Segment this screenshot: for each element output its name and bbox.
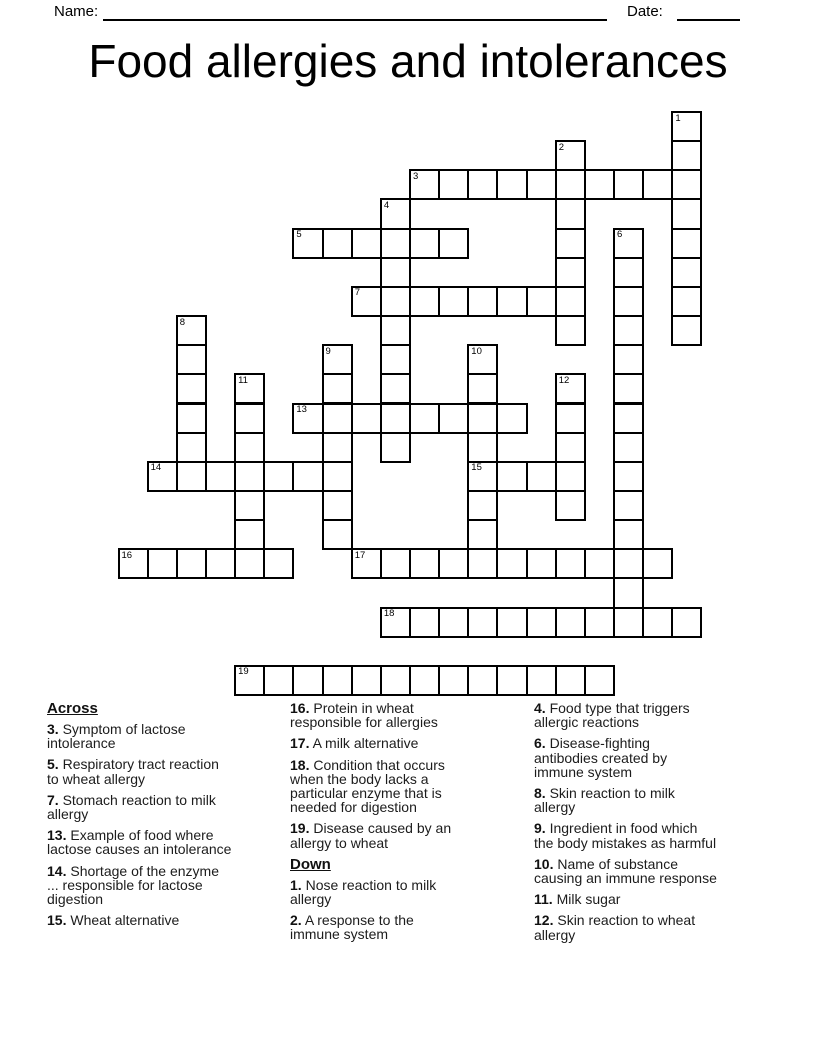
clue-number: 13. bbox=[47, 827, 67, 844]
grid-cell[interactable] bbox=[555, 432, 586, 463]
clue-number: 10 bbox=[471, 345, 482, 357]
grid-cell[interactable] bbox=[263, 665, 294, 696]
grid-cell[interactable] bbox=[380, 548, 411, 579]
grid-cell[interactable] bbox=[555, 403, 586, 434]
grid-cell[interactable] bbox=[555, 548, 586, 579]
clue-item bbox=[534, 857, 718, 885]
grid-cell[interactable] bbox=[555, 257, 586, 288]
clue-item bbox=[534, 701, 718, 729]
grid-cell[interactable] bbox=[555, 286, 586, 317]
grid-cell[interactable] bbox=[234, 461, 265, 492]
grid-cell[interactable] bbox=[613, 461, 644, 492]
grid-cell[interactable] bbox=[234, 432, 265, 463]
grid-cell[interactable] bbox=[613, 286, 644, 317]
grid-cell[interactable] bbox=[613, 403, 644, 434]
across-heading: Across bbox=[47, 700, 98, 717]
clue-number: 14. bbox=[47, 862, 67, 879]
clue-text: Skin reaction to wheat allergy bbox=[534, 912, 696, 943]
clue-text: A milk alternative bbox=[312, 735, 419, 752]
grid-cell[interactable] bbox=[409, 607, 440, 638]
grid-cell[interactable] bbox=[292, 665, 323, 696]
clue-text: Food type that triggers allergic reactions bbox=[534, 700, 690, 731]
grid-cell[interactable] bbox=[322, 228, 353, 259]
grid-cell[interactable] bbox=[671, 228, 702, 259]
grid-cell[interactable] bbox=[496, 548, 527, 579]
grid-cell[interactable] bbox=[671, 315, 702, 346]
clue-text: Protein in wheat responsible for allergies bbox=[290, 700, 438, 731]
grid-cell[interactable] bbox=[467, 519, 498, 550]
clue-number: 9. bbox=[534, 820, 546, 837]
grid-cell[interactable] bbox=[613, 344, 644, 375]
grid-cell[interactable] bbox=[438, 607, 469, 638]
grid-cell[interactable] bbox=[584, 665, 615, 696]
clue-number: 11 bbox=[238, 374, 248, 386]
grid-cell[interactable] bbox=[671, 111, 702, 142]
clue-text: Stomach reaction to milk allergy bbox=[47, 791, 216, 823]
grid-cell[interactable] bbox=[322, 432, 353, 463]
clues-column-3 bbox=[534, 701, 718, 949]
grid-cell[interactable] bbox=[613, 315, 644, 346]
grid-cell[interactable] bbox=[467, 461, 498, 492]
grid-cell[interactable] bbox=[176, 461, 207, 492]
grid-cell[interactable] bbox=[642, 548, 673, 579]
clue-text: Symptom of lactose intolerance bbox=[47, 721, 186, 752]
grid-cell[interactable] bbox=[613, 373, 644, 404]
grid-cell[interactable] bbox=[147, 548, 178, 579]
grid-cell[interactable] bbox=[496, 286, 527, 317]
grid-cell[interactable] bbox=[292, 461, 323, 492]
grid-cell[interactable] bbox=[671, 286, 702, 317]
clue-number: 5. bbox=[47, 756, 59, 773]
grid-cell[interactable] bbox=[526, 461, 557, 492]
grid-cell[interactable] bbox=[526, 665, 557, 696]
grid-cell[interactable] bbox=[322, 373, 353, 404]
grid-cell[interactable] bbox=[409, 169, 440, 200]
grid-cell[interactable] bbox=[496, 665, 527, 696]
clue-number: 19. bbox=[290, 820, 310, 837]
clue-item bbox=[534, 821, 718, 849]
grid-cell[interactable] bbox=[555, 607, 586, 638]
grid-cell[interactable] bbox=[234, 490, 265, 521]
clue-number: 3. bbox=[47, 721, 59, 737]
grid-cell[interactable] bbox=[322, 490, 353, 521]
grid-cell[interactable] bbox=[380, 257, 411, 288]
grid-cell[interactable] bbox=[176, 548, 207, 579]
grid-cell[interactable] bbox=[555, 490, 586, 521]
grid-cell[interactable] bbox=[380, 665, 411, 696]
clue-item bbox=[47, 828, 233, 856]
clue-text: Respiratory tract reaction to wheat allergy bbox=[47, 756, 219, 787]
clue-number: 4 bbox=[383, 199, 390, 211]
clue-number: 12. bbox=[534, 912, 554, 929]
grid-cell[interactable] bbox=[613, 519, 644, 550]
grid-cell[interactable] bbox=[409, 665, 440, 696]
grid-cell[interactable] bbox=[380, 286, 411, 317]
grid-cell[interactable] bbox=[118, 548, 149, 579]
clue-text: Milk sugar bbox=[556, 891, 621, 908]
grid-cell[interactable] bbox=[322, 344, 353, 375]
grid-cell[interactable] bbox=[467, 169, 498, 200]
grid-cell[interactable] bbox=[555, 228, 586, 259]
grid-cell[interactable] bbox=[555, 665, 586, 696]
grid-cell[interactable] bbox=[671, 140, 702, 171]
clue-text: Shortage of the enzyme ... responsible for lactose digestion bbox=[47, 862, 220, 908]
clue-text: Nose reaction to milk allergy bbox=[290, 876, 437, 908]
grid-cell[interactable] bbox=[380, 198, 411, 229]
grid-cell[interactable] bbox=[496, 461, 527, 492]
grid-cell[interactable] bbox=[467, 665, 498, 696]
clue-text: Condition that occurs when the body lacks a particular enzyme that is needed for digestion bbox=[290, 756, 445, 816]
grid-cell[interactable] bbox=[584, 169, 615, 200]
grid-cell[interactable] bbox=[176, 315, 207, 346]
clue-item bbox=[290, 701, 453, 729]
grid-cell[interactable] bbox=[671, 257, 702, 288]
clue-text: Disease-fighting antibodies created by immune system bbox=[534, 735, 668, 780]
grid-cell[interactable] bbox=[205, 548, 236, 579]
clue-number: 8 bbox=[179, 316, 186, 328]
clue-item bbox=[290, 758, 453, 815]
grid-cell[interactable] bbox=[176, 432, 207, 463]
clue-number: 16. bbox=[290, 700, 310, 716]
grid-cell[interactable] bbox=[205, 461, 236, 492]
clue-number: 14 bbox=[150, 462, 162, 474]
grid-cell[interactable] bbox=[467, 286, 498, 317]
grid-cell[interactable] bbox=[438, 286, 469, 317]
clue-item bbox=[534, 736, 718, 779]
grid-cell[interactable] bbox=[380, 228, 411, 259]
clue-number: 7 bbox=[354, 287, 360, 299]
clue-text: Skin reaction to milk allergy bbox=[534, 785, 675, 816]
grid-cell[interactable] bbox=[526, 548, 557, 579]
clue-number: 5 bbox=[296, 229, 302, 241]
grid-cell[interactable] bbox=[467, 344, 498, 375]
clue-number: 6. bbox=[534, 735, 546, 752]
grid-cell[interactable] bbox=[292, 403, 323, 434]
clue-number: 9 bbox=[325, 345, 331, 357]
clues-column-1 bbox=[47, 701, 233, 934]
grid-cell[interactable] bbox=[671, 198, 702, 229]
clue-item bbox=[290, 736, 453, 750]
clue-number: 3 bbox=[413, 170, 419, 182]
grid-cell[interactable] bbox=[380, 373, 411, 404]
grid-cell[interactable] bbox=[322, 461, 353, 492]
clue-item bbox=[47, 793, 233, 821]
grid-cell[interactable] bbox=[147, 461, 178, 492]
grid-cell[interactable] bbox=[438, 548, 469, 579]
down-heading: Down bbox=[290, 855, 331, 873]
grid-cell[interactable] bbox=[496, 607, 527, 638]
grid-cell[interactable] bbox=[496, 169, 527, 200]
clue-text: Disease caused by an allergy to wheat bbox=[290, 820, 452, 851]
grid-cell[interactable] bbox=[438, 403, 469, 434]
clue-number: 15 bbox=[471, 462, 482, 474]
clue-number: 19 bbox=[238, 666, 249, 678]
clue-number: 11. bbox=[534, 891, 553, 908]
grid-cell[interactable] bbox=[642, 169, 673, 200]
clue-number: 17 bbox=[354, 549, 366, 561]
grid-cell[interactable] bbox=[234, 373, 265, 404]
grid-cell[interactable] bbox=[526, 607, 557, 638]
clue-text: Example of food where lactose causes an intolerance bbox=[47, 827, 232, 858]
grid-cell[interactable] bbox=[671, 169, 702, 200]
grid-cell[interactable] bbox=[409, 228, 440, 259]
grid-cell[interactable] bbox=[613, 257, 644, 288]
clue-item bbox=[534, 913, 718, 941]
grid-cell[interactable] bbox=[467, 548, 498, 579]
clue-number: 17. bbox=[290, 735, 310, 752]
grid-cell[interactable] bbox=[584, 607, 615, 638]
clue-number: 18 bbox=[383, 608, 395, 620]
clue-item bbox=[47, 757, 233, 785]
grid-cell[interactable] bbox=[555, 198, 586, 229]
grid-cell[interactable] bbox=[380, 344, 411, 375]
clue-text: A response to the immune system bbox=[290, 912, 414, 943]
grid-cell[interactable] bbox=[467, 607, 498, 638]
grid-cell[interactable] bbox=[613, 548, 644, 579]
grid-cell[interactable] bbox=[234, 665, 265, 696]
grid-cell[interactable] bbox=[380, 432, 411, 463]
grid-cell[interactable] bbox=[234, 548, 265, 579]
date-label: Date: bbox=[627, 3, 663, 20]
clue-item bbox=[290, 913, 453, 941]
clue-number: 10. bbox=[534, 855, 554, 872]
grid-cell[interactable] bbox=[351, 286, 382, 317]
grid-cell[interactable] bbox=[380, 403, 411, 434]
clue-item bbox=[534, 892, 718, 906]
grid-cell[interactable] bbox=[613, 577, 644, 608]
grid-cell[interactable] bbox=[467, 373, 498, 404]
grid-cell[interactable] bbox=[526, 286, 557, 317]
grid-cell[interactable] bbox=[613, 607, 644, 638]
clue-number: 15. bbox=[47, 912, 67, 929]
grid-cell[interactable] bbox=[613, 169, 644, 200]
grid-cell[interactable] bbox=[234, 519, 265, 550]
grid-cell[interactable] bbox=[584, 548, 615, 579]
clue-number: 1 bbox=[675, 112, 681, 124]
name-label: Name: bbox=[54, 3, 99, 20]
grid-cell[interactable] bbox=[555, 461, 586, 492]
grid-cell[interactable] bbox=[176, 373, 207, 404]
clue-item bbox=[290, 821, 453, 849]
grid-cell[interactable] bbox=[555, 140, 586, 171]
clue-item bbox=[47, 722, 233, 750]
clue-number: 2 bbox=[558, 141, 565, 153]
grid-cell[interactable] bbox=[292, 228, 323, 259]
grid-cell[interactable] bbox=[351, 228, 382, 259]
clue-item bbox=[47, 864, 233, 907]
grid-cell[interactable] bbox=[322, 403, 353, 434]
grid-cell[interactable] bbox=[409, 403, 440, 434]
clue-text: Name of substance causing an immune response bbox=[534, 855, 717, 887]
grid-cell[interactable] bbox=[613, 490, 644, 521]
grid-cell[interactable] bbox=[467, 490, 498, 521]
grid-cell[interactable] bbox=[351, 403, 382, 434]
grid-cell[interactable] bbox=[671, 607, 702, 638]
clue-number: 13 bbox=[296, 404, 307, 415]
clue-number: 7. bbox=[47, 791, 59, 808]
grid-cell[interactable] bbox=[438, 228, 469, 259]
grid-cell[interactable] bbox=[438, 169, 469, 200]
grid-cell[interactable] bbox=[322, 519, 353, 550]
clues-column-2 bbox=[290, 701, 453, 949]
grid-cell[interactable] bbox=[322, 665, 353, 696]
clue-number: 2. bbox=[290, 912, 302, 929]
grid-cell[interactable] bbox=[234, 403, 265, 434]
clue-number: 8. bbox=[534, 785, 546, 802]
clue-number: 6 bbox=[617, 229, 623, 241]
grid-cell[interactable] bbox=[642, 607, 673, 638]
clue-number: 12 bbox=[558, 374, 570, 386]
grid-cell[interactable] bbox=[496, 403, 527, 434]
grid-cell[interactable] bbox=[176, 344, 207, 375]
grid-cell[interactable] bbox=[263, 461, 294, 492]
clue-number: 1. bbox=[290, 876, 302, 893]
grid-cell[interactable] bbox=[467, 432, 498, 463]
clue-item bbox=[290, 878, 453, 906]
clue-number: 18. bbox=[290, 756, 310, 773]
grid-cell[interactable] bbox=[409, 286, 440, 317]
grid-cell[interactable] bbox=[380, 315, 411, 346]
grid-cell[interactable] bbox=[555, 169, 586, 200]
grid-cell[interactable] bbox=[526, 169, 557, 200]
grid-cell[interactable] bbox=[613, 432, 644, 463]
clue-text: Wheat alternative bbox=[70, 912, 180, 929]
grid-cell[interactable] bbox=[176, 403, 207, 434]
grid-cell[interactable] bbox=[409, 548, 440, 579]
puzzle-title: Food allergies and intolerances bbox=[88, 35, 728, 87]
grid-cell[interactable] bbox=[555, 373, 586, 404]
grid-cell[interactable] bbox=[555, 315, 586, 346]
clue-number: 4. bbox=[534, 700, 546, 716]
clue-item bbox=[534, 786, 718, 814]
clue-item bbox=[47, 913, 233, 927]
grid-cell[interactable] bbox=[351, 665, 382, 696]
clue-number: 16 bbox=[121, 549, 133, 561]
grid-cell[interactable] bbox=[438, 665, 469, 696]
grid-cell[interactable] bbox=[351, 548, 382, 579]
clue-text: Ingredient in food which the body mistakes as harmful bbox=[534, 820, 717, 851]
grid-cell[interactable] bbox=[467, 403, 498, 434]
grid-cell[interactable] bbox=[263, 548, 294, 579]
grid-cell[interactable] bbox=[380, 607, 411, 638]
grid-cell[interactable] bbox=[613, 228, 644, 259]
